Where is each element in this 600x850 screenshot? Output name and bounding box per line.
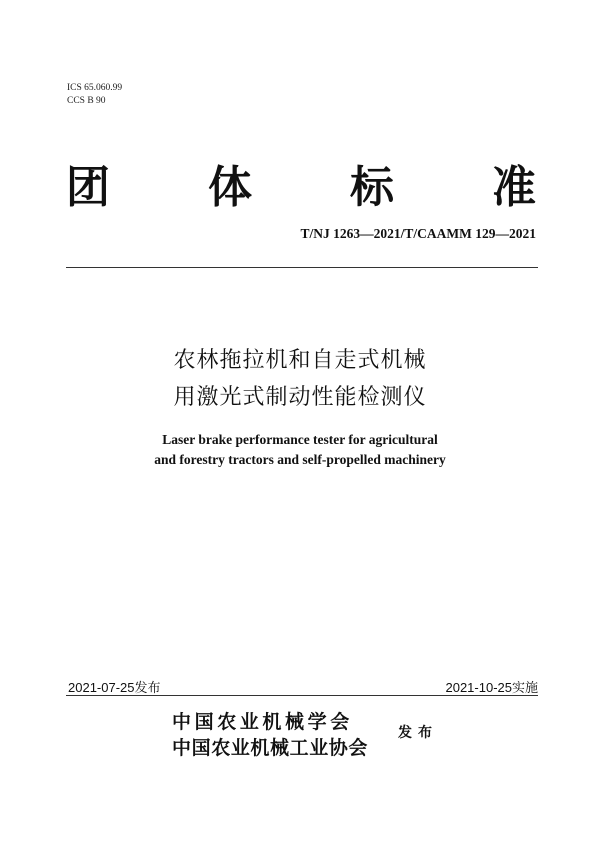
standard-type-char: 标	[350, 162, 394, 213]
title-cn-line2: 用激光式制动性能检测仪	[173, 385, 427, 410]
issuer-1: 中国农业机械学会	[172, 711, 353, 733]
release-date	[68, 677, 161, 696]
title-cn-line1: 农林拖拉机和自走式机械	[173, 348, 427, 373]
implement-label: 实施	[511, 681, 538, 696]
classification-codes	[67, 82, 122, 108]
publish-label: 发布	[398, 725, 438, 741]
footer-rule	[66, 695, 538, 696]
standard-number: T/NJ 1263—2021/T/CAAMM 129—2021	[300, 226, 536, 241]
standard-type-char: 团	[66, 162, 110, 213]
release-label: 发布	[134, 681, 161, 696]
standard-type-heading	[66, 153, 536, 213]
release-date-value: 2021-07-25	[68, 680, 135, 695]
title-en-line1: Laser brake performance tester for agricultural	[162, 432, 438, 447]
standard-type-char: 体	[208, 162, 252, 213]
implement-date-value: 2021-10-25	[445, 680, 512, 695]
implement-date	[445, 677, 538, 696]
header-rule	[66, 267, 538, 268]
issuer-2: 中国农业机械工业协会	[172, 737, 369, 759]
standard-type-char: 准	[492, 162, 536, 213]
ccs-code: CCS B 90	[67, 96, 106, 106]
ics-code: ICS 65.060.99	[67, 83, 123, 93]
title-en-line2: and forestry tractors and self-propelled machinery	[154, 452, 446, 467]
